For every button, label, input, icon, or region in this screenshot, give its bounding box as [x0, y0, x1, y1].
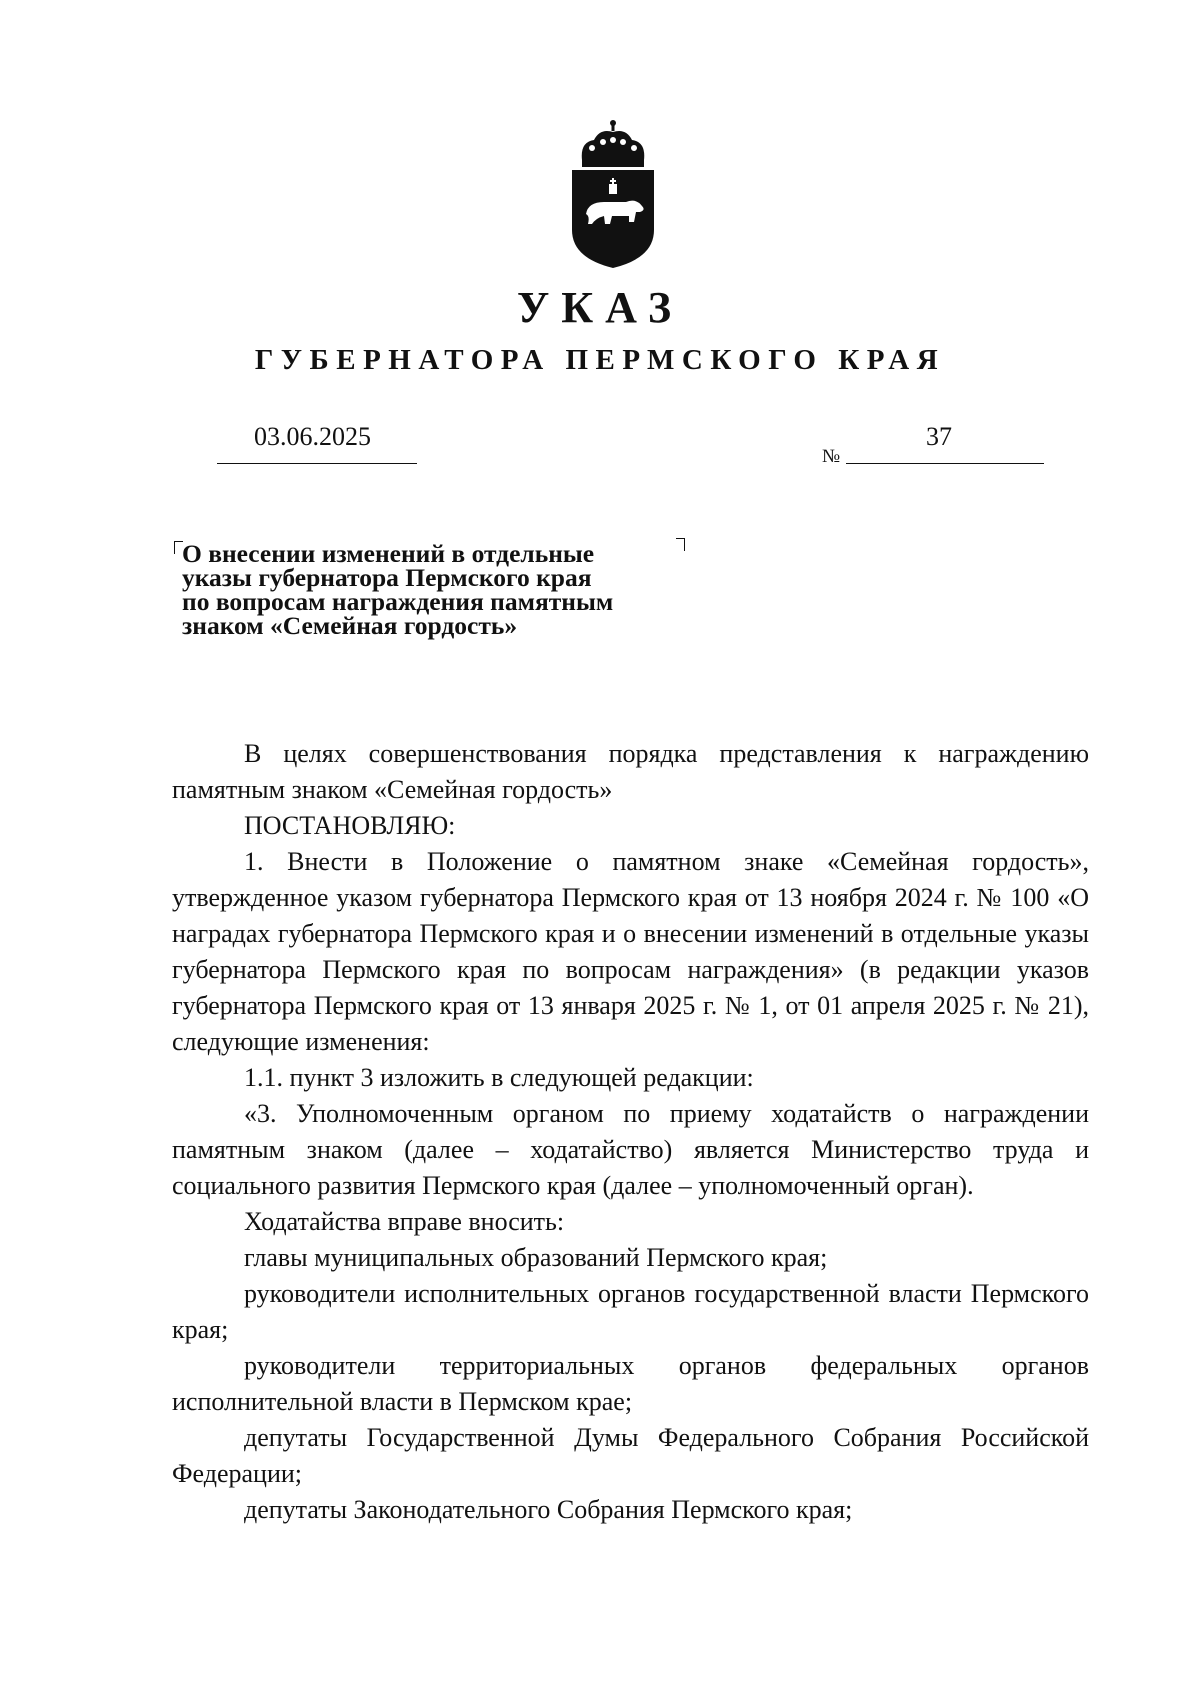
subject-line: указы губернатора Пермского края [182, 563, 592, 592]
point-3-text: «3. Уполномоченным органом по приему ходатайств о награждении памятным знаком (далее – ходатайство) является Министерство труда и социального развития Пермского края (далее – уполномоченный орган). [172, 1099, 1089, 1200]
subject-line: знаком «Семейная гордость» [182, 611, 518, 640]
document-title: УКАЗ [516, 283, 684, 332]
petitioner-item: главы муниципальных образований Пермского края; [244, 1243, 828, 1272]
resolve-heading: ПОСТАНОВЛЯЮ: [244, 811, 456, 840]
subject-line: по вопросам награждения памятным [182, 587, 614, 616]
subject-line: О внесении изменений в отдельные [182, 539, 595, 568]
petitioners-intro: Ходатайства вправе вносить: [244, 1207, 565, 1236]
document-body [172, 736, 1089, 1528]
date-underline [217, 463, 417, 464]
document-subject [182, 539, 692, 640]
issuer-title: ГУБЕРНАТОРА ПЕРМСКОГО КРАЯ [254, 344, 946, 376]
document-number: 37 [926, 422, 952, 451]
petitioner-item: руководители территориальных органов федеральных органов исполнительной власти в Пермском крае; [172, 1351, 1089, 1416]
coat-of-arms-icon [566, 118, 660, 268]
preamble-paragraph: В целях совершенствования порядка представления к награждению памятным знаком «Семейная гордость» [172, 739, 1089, 804]
number-underline [846, 463, 1044, 464]
petitioner-item: депутаты Государственной Думы Федерального Собрания Российской Федерации; [172, 1423, 1089, 1488]
petitioner-item: депутаты Законодательного Собрания Пермского края; [244, 1495, 853, 1524]
clause-1-1: 1.1. пункт 3 изложить в следующей редакции: [244, 1063, 754, 1092]
number-sign: № [822, 446, 841, 467]
clause-1: 1. Внести в Положение о памятном знаке «Семейная гордость», утвержденное указом губернатора Пермского края от 13 ноября 2024 г. № 100 «О наградах губернатора Пермского края и о внесении изменений в отдельные указы губернатора Пермского края по вопросам награждения» (в редакции указов губернатора Пермского края от 13 января 2025 г. № 1, от 01 апреля 2025 г. № 21), следующие изменения: [172, 847, 1089, 1056]
document-date: 03.06.2025 [254, 422, 371, 451]
petitioner-item: руководители исполнительных органов государственной власти Пермского края; [172, 1279, 1089, 1344]
